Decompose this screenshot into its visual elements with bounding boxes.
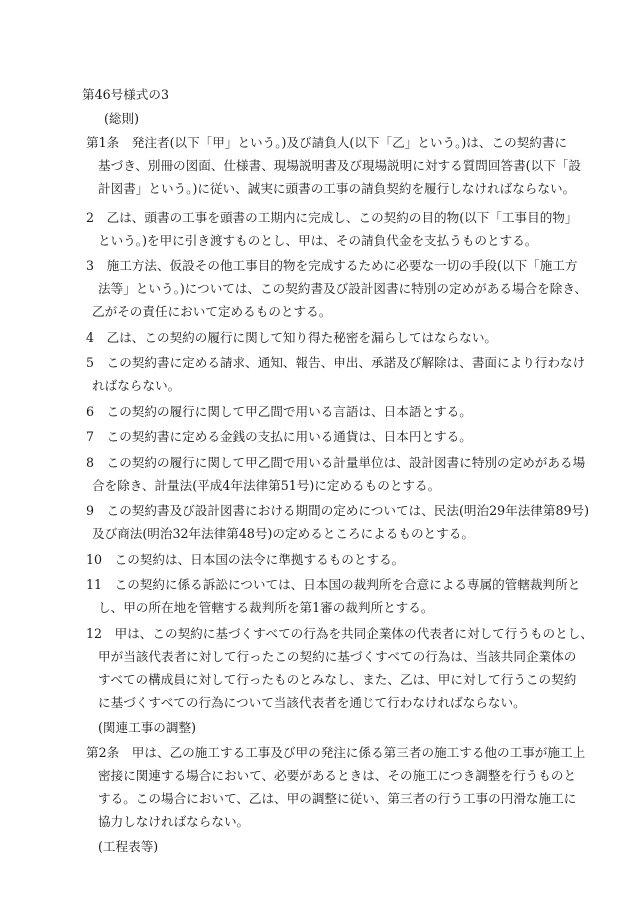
heading-schedule: (工程表等)	[98, 839, 159, 854]
article-1-para-3-line-2: 法等」という。)については、この契約書及び設計図書に特別の定めがある場合を除き、	[98, 281, 588, 296]
article-1-para-9-line-1: 9 この契約書及び設計図書における期間の定めについては、民法(明治29年法律第89号)	[86, 503, 590, 518]
article-1-para-12-line-3: すべての構成員に対して行ったものとみなし、また、乙は、甲に対して行うこの契約	[98, 672, 577, 687]
article-2-line-3: する。この場合において、乙は、甲の調整に従い、第三者の行う工事の円滑な施工に	[98, 791, 577, 806]
article-2-line-2: 密接に関連する場合において、必要があるときは、その施工につき調整を行うものと	[98, 768, 577, 783]
article-1-para-4: 4 乙は、この契約の履行に関して知り得た秘密を漏らしてはならない。	[86, 330, 498, 345]
article-1-para-12-line-1: 12 甲は、この契約に基づくすべての行為を共同企業体の代表者に対して行うものとし、	[86, 626, 593, 641]
article-1-line-2: 基づき、別冊の図面、仕様書、現場説明書及び現場説明に対する質問回答書(以下「設	[98, 158, 581, 173]
article-1-para-3-line-1: 3 施工方法、仮設その他工事目的物を完成するために必要な一切の手段(以下「施工方	[86, 258, 578, 273]
heading-general: (総則)	[104, 111, 140, 126]
form-number: 第46号様式の3	[82, 87, 170, 102]
article-2-line-4: 協力しなければならない。	[98, 814, 250, 829]
article-1-para-5-line-2: ればならない。	[92, 378, 181, 393]
article-1-line-3: 計図書」という。)に従い、誠実に頭書の工事の請負契約を履行しなければならない。	[98, 181, 576, 196]
article-1-para-11-line-1: 11 この契約に係る訴訟については、日本国の裁判所を合意による専属的管轄裁判所と	[86, 577, 581, 592]
article-1-para-12-line-4: に基づくすべての行為について当該代表者を通じて行わなければならない。	[98, 695, 526, 710]
article-1-para-11-line-2: し、甲の所在地を管轄する裁判所を第1審の裁判所とする。	[98, 600, 434, 615]
article-1-para-8-line-1: 8 この契約の履行に関して甲乙間で用いる計量単位は、設計図書に特別の定めがある場	[86, 455, 586, 470]
article-1-para-10: 10 この契約は、日本国の法令に準拠するものとする。	[86, 552, 405, 567]
article-1-para-3-line-3: 乙がその責任において定めるものとする。	[92, 304, 332, 319]
article-2-line-1: 第2条 甲は、乙の施工する工事及び甲の発注に係る第三者の施工する他の工事が施工上	[86, 745, 586, 760]
article-1-para-2-line-1: 2 乙は、頭書の工事を頭書の工期内に完成し、この契約の目的物(以下「工事目的物」	[86, 210, 578, 225]
article-1-para-5-line-1: 5 この契約書に定める請求、通知、報告、申出、承諾及び解除は、書面により行わなけ	[86, 355, 586, 370]
article-1-para-12-line-2: 甲が当該代表者に対して行ったこの契約に基づくすべての行為は、当該共同企業体の	[98, 649, 577, 664]
article-1-para-8-line-2: 合を除き、計量法(平成4年法律第51号)に定めるものとする。	[92, 478, 441, 493]
article-1-line-1: 第1条 発注者(以下「甲」という。)及び請負人(以下「乙」という。)は、この契約書に	[86, 135, 568, 150]
article-1-para-9-line-2: 及び商法(明治32年法律第48号)の定めるところによるものとする。	[92, 526, 474, 541]
heading-related-work: (関連工事の調整)	[98, 720, 196, 735]
article-1-para-7: 7 この契約書に定める金銭の支払に用いる通貨は、日本円とする。	[86, 429, 472, 444]
article-1-para-2-line-2: という。)を甲に引き渡すものとし、甲は、その請負代金を支払うものとする。	[98, 233, 538, 248]
article-1-para-6: 6 この契約の履行に関して甲乙間で用いる言語は、日本語とする。	[86, 404, 472, 419]
